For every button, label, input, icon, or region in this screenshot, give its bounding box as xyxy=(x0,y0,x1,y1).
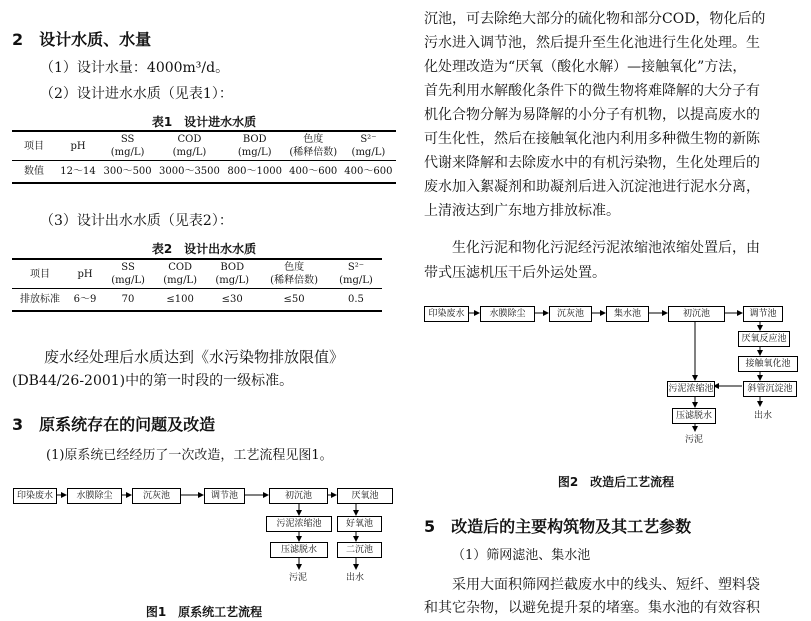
t1-h-bod: BOD xyxy=(242,134,267,145)
design-inflow-item: （2）设计进水水质（见表1）： xyxy=(40,86,233,102)
fig1-out-water: 出水 xyxy=(346,573,365,583)
right-line-7: 代谢来降解和去除废水中的有机污染物，生化处理后的 xyxy=(424,155,760,171)
fig1-box-primary-settling: 初沉池 xyxy=(269,488,328,504)
t2-cod: ≤100 xyxy=(166,294,194,305)
table2-caption: 表2 设计出水水质 xyxy=(151,242,257,256)
t1-ph: 12～14 xyxy=(60,166,96,177)
t2-h-bod: BOD xyxy=(220,262,245,273)
section-3-heading: 3 原系统存在的问题及改造 xyxy=(12,415,216,434)
t2-s: 0.5 xyxy=(347,294,364,305)
fig2-box-sludge-thickener: 污泥浓缩池 xyxy=(667,381,715,397)
fig2-box-anaerobic-reactor: 厌氧反应池 xyxy=(738,331,790,347)
right-line-9: 上清液达到广东地方排放标准。 xyxy=(424,203,620,219)
fig2-out-sludge: 污泥 xyxy=(685,435,704,445)
fig2-box-contact-oxidation: 接触氧化池 xyxy=(738,356,798,372)
right-para2-line2: 带式压滤机压干后外运处置。 xyxy=(424,265,606,281)
t2-row-label: 排放标准 xyxy=(20,294,60,305)
section-5-line1: 采用大面积筛网拦截废水中的线头、短纤、塑料袋 xyxy=(452,577,760,593)
fig1-box-anaerobic: 厌氧池 xyxy=(337,488,393,504)
t1-u-color: (稀释倍数) xyxy=(289,147,338,158)
t1-h-ph: pH xyxy=(70,140,86,152)
t2-u-color: (稀释倍数) xyxy=(270,275,318,286)
right-line-8: 废水加入絮凝剂和助凝剂后进入沉淀池进行泥水分离， xyxy=(424,179,760,195)
fig1-box-filter-press: 压滤脱水 xyxy=(270,542,328,558)
right-paragraph xyxy=(424,7,808,223)
t2-h-cod: COD xyxy=(168,262,193,273)
section-5-subheading: （1）筛网滤池、集水池 xyxy=(452,548,591,563)
section-5-line2: 和其它杂物，以避免提升泵的堵塞。集水池的有效容积 xyxy=(424,600,760,616)
section-2-heading: 2 设计水质、水量 xyxy=(12,30,152,49)
figure2-caption: 图2 改造后工艺流程 xyxy=(557,475,675,489)
section-5-heading: 5 改造后的主要构筑物及其工艺参数 xyxy=(424,517,692,536)
t2-h-s: S²⁻ xyxy=(347,262,364,273)
right-line-1: 沉池，可去除绝大部分的硫化物和部分COD，物化后的 xyxy=(424,11,766,27)
fig2-box-filter-press: 压滤脱水 xyxy=(672,408,716,424)
t1-h-s: S²⁻ xyxy=(360,134,377,145)
t1-u-ss: (mg/L) xyxy=(110,147,145,158)
t1-color: 400～600 xyxy=(289,166,338,177)
fig1-box-regulating: 调节池 xyxy=(204,488,245,504)
t2-u-s: (mg/L) xyxy=(339,275,373,286)
t1-ss: 300～500 xyxy=(103,166,152,177)
t1-cod: 3000～3500 xyxy=(159,166,220,177)
right-line-2: 污水进入调节池，然后提升至生化池进行生化处理。生 xyxy=(424,35,760,51)
t2-ss: 70 xyxy=(121,294,135,305)
t2-u-cod: (mg/L) xyxy=(163,275,197,286)
fig1-box-water-film-dust: 水膜除尘 xyxy=(67,488,122,504)
fig2-box-collection: 集水池 xyxy=(606,306,649,322)
design-outflow-item: （3）设计出水水质（见表2）： xyxy=(40,213,233,229)
t2-u-ss: (mg/L) xyxy=(111,275,145,286)
paragraph-standard-line2: (DB44/26-2001)中的第一时段的一级标准。 xyxy=(12,373,294,389)
t2-ph: 6～9 xyxy=(73,294,97,305)
fig1-box-sludge-thickener: 污泥浓缩池 xyxy=(266,516,332,532)
fig1-box-dyeing-wastewater: 印染废水 xyxy=(13,488,57,504)
t1-row-label: 数值 xyxy=(24,166,44,177)
t1-u-cod: (mg/L) xyxy=(172,147,207,158)
t1-h-item: 项目 xyxy=(24,140,44,152)
fig1-out-sludge: 污泥 xyxy=(289,573,308,583)
fig2-box-regulating: 调节池 xyxy=(743,306,783,322)
right-line-3: 化处理改造为“厌氧（酸化水解）—接触氧化”方法， xyxy=(424,59,747,75)
section-3-para1: (1)原系统已经经历了一次改造，工艺流程见图1。 xyxy=(46,448,333,463)
fig2-box-inclined-tube: 斜管沉淀池 xyxy=(743,381,797,397)
table1-caption: 表1 设计进水水质 xyxy=(151,115,257,129)
t2-h-ss: SS xyxy=(121,262,135,273)
right-para2-line1: 生化污泥和物化污泥经污泥浓缩池浓缩处置后，由 xyxy=(452,240,760,256)
design-flow-item: （1）设计水量：4000m³/d。 xyxy=(40,60,230,76)
t2-h-item: 项目 xyxy=(30,268,50,280)
t2-color: ≤50 xyxy=(283,294,305,305)
right-line-5: 机化合物分解为易降解的小分子有机物，以提高废水的 xyxy=(424,107,760,123)
t2-u-bod: (mg/L) xyxy=(215,275,250,286)
t2-h-ph: pH xyxy=(77,268,93,280)
t1-u-bod: (mg/L) xyxy=(237,147,272,158)
t1-h-color: 色度 xyxy=(303,134,324,145)
t2-bod: ≤30 xyxy=(221,294,243,305)
fig2-box-ash-settling: 沉灰池 xyxy=(549,306,592,322)
fig2-box-dyeing-wastewater: 印染废水 xyxy=(424,306,469,322)
fig1-box-secondary-settling: 二沉池 xyxy=(337,542,382,558)
fig2-box-water-film-dust: 水膜除尘 xyxy=(480,306,535,322)
fig1-box-ash-settling: 沉灰池 xyxy=(132,488,181,504)
t1-s: 400～600 xyxy=(344,166,393,177)
t1-h-ss: SS xyxy=(120,134,135,145)
right-line-4: 首先利用水解酸化条件下的微生物将难降解的大分子有 xyxy=(424,83,760,99)
t2-h-color: 色度 xyxy=(284,262,305,273)
figure1-caption: 图1 原系统工艺流程 xyxy=(145,605,263,619)
paragraph-standard-line1: 废水经处理后水质达到《水污染物排放限值》 xyxy=(44,348,345,366)
t1-h-cod: COD xyxy=(177,134,202,145)
t1-u-s: (mg/L) xyxy=(351,147,386,158)
right-line-6: 可生化性，然后在接触氧化池内利用多种微生物的新陈 xyxy=(424,131,760,147)
table1 xyxy=(12,130,396,184)
fig2-out-water: 出水 xyxy=(754,411,773,421)
table2 xyxy=(12,258,382,312)
t1-bod: 800～1000 xyxy=(227,166,282,177)
fig2-box-primary-settling: 初沉池 xyxy=(668,306,725,322)
fig1-box-aerobic: 好氧池 xyxy=(337,516,382,532)
